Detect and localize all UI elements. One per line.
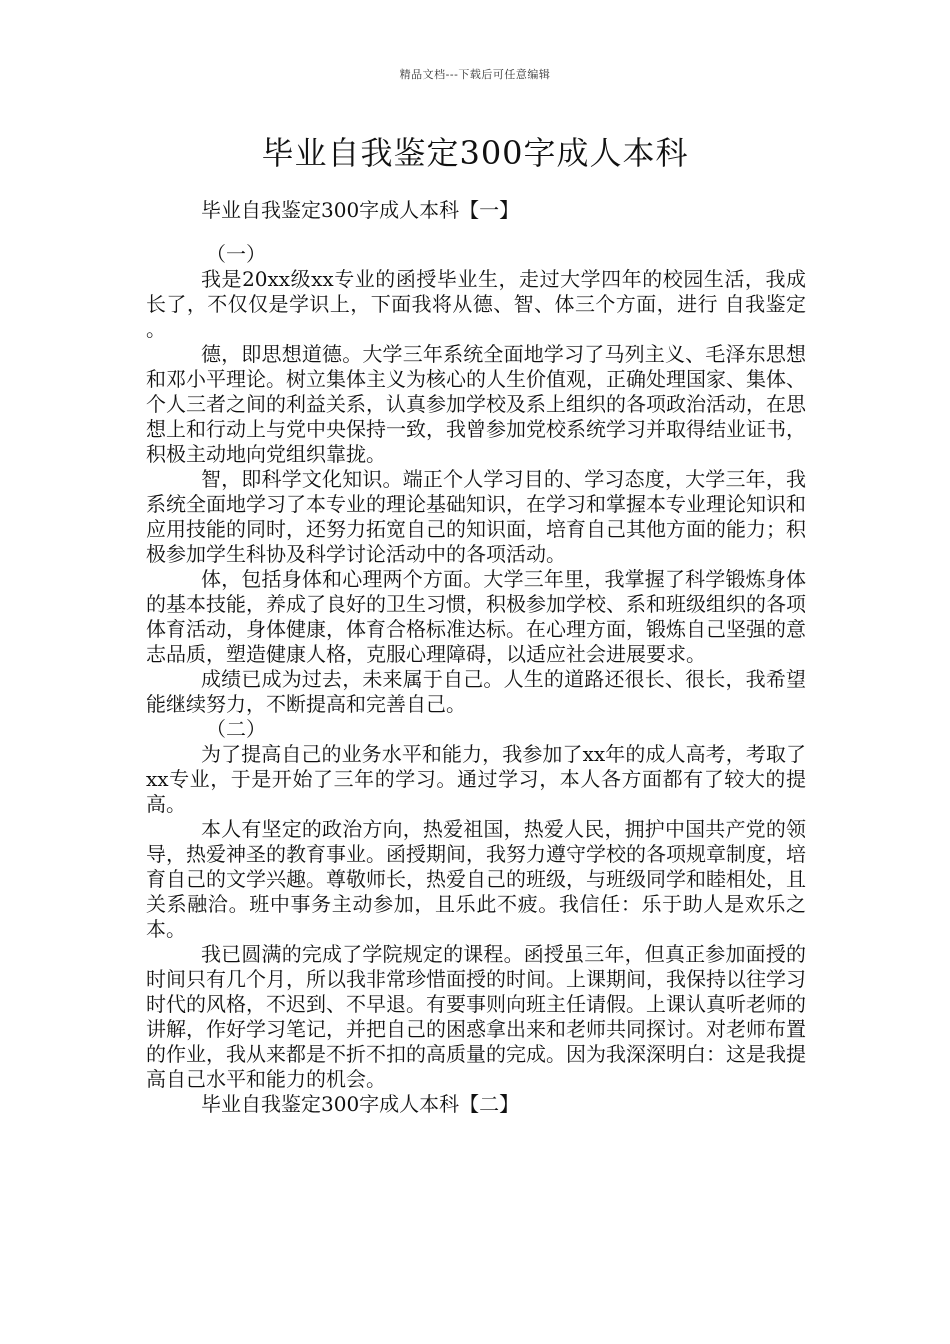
document-body (146, 198, 806, 1117)
part-label-2: （二） (206, 717, 266, 741)
section-heading-1: 毕业自我鉴定300字成人本科【一】 (201, 198, 520, 222)
header-note: 精品文档---下载后可任意编辑 (399, 68, 551, 81)
part-label-1: （一） (206, 242, 266, 266)
paragraph: 我是20xx级xx专业的函授毕业生，走过大学四年的校园生活，我成长了，不仅仅是学识上，下面我将从德、智、体三个方面，进行 自我鉴定 。 (146, 267, 806, 341)
paragraph: 智，即科学文化知识。端正个人学习目的、学习态度，大学三年，我系统全面地学习了本专业的理论基础知识，在学习和掌握本专业理论知识和应用技能的同时，还努力拓宽自己的知识面，培育自己其他方面的能力；积极参加学生科协及科学讨论活动中的各项活动。 (146, 467, 806, 566)
paragraph: 本人有坚定的政治方向，热爱祖国，热爱人民，拥护中国共产党的领导，热爱神圣的教育事业。函授期间，我努力遵守学校的各项规章制度，培育自己的文学兴趣。尊敬师长，热爱自己的班级，与班级同学和睦相处，且关系融洽。班中事务主动参加，且乐此不疲。我信任：乐于助人是欢乐之本。 (146, 817, 806, 941)
paragraph: 体，包括身体和心理两个方面。大学三年里，我掌握了科学锻炼身体的基本技能，养成了良好的卫生习惯，积极参加学校、系和班级组织的各项体育活动，身体健康，体育合格标准达标。在心理方面，锻炼自己坚强的意志品质，塑造健康人格，克服心理障碍，以适应社会进展要求。 (146, 567, 806, 666)
paragraph: 德，即思想道德。大学三年系统全面地学习了马列主义、毛泽东思想和邓小平理论。树立集体主义为核心的人生价值观，正确处理国家、集体、个人三者之间的利益关系，认真参加学校及系上组织的各项政治活动，在思想上和行动上与党中央保持一致，我曾参加党校系统学习并取得结业证书，积极主动地向党组织靠拢。 (146, 342, 806, 466)
section-heading-2: 毕业自我鉴定300字成人本科【二】 (201, 1092, 520, 1116)
paragraph: 我已圆满的完成了学院规定的课程。函授虽三年，但真正参加面授的时间只有几个月，所以我非常珍惜面授的时间。上课期间，我保持以往学习时代的风格，不迟到、不早退。有要事则向班主任请假。上课认真听老师的讲解，作好学习笔记，并把自己的困惑拿出来和老师共同探讨。对老师布置的作业，我从来都是不折不扣的高质量的完成。因为我深深明白：这是我提高自己水平和能力的机会。 (146, 942, 806, 1091)
page-title: 毕业自我鉴定300字成人本科 (261, 134, 689, 172)
paragraph: 为了提高自己的业务水平和能力，我参加了xx年的成人高考，考取了xx专业，于是开始了三年的学习。通过学习，本人各方面都有了较大的提高。 (146, 742, 806, 816)
paragraph: 成绩已成为过去，未来属于自己。人生的道路还很长、很长，我希望能继续努力，不断提高和完善自己。 (146, 667, 806, 716)
